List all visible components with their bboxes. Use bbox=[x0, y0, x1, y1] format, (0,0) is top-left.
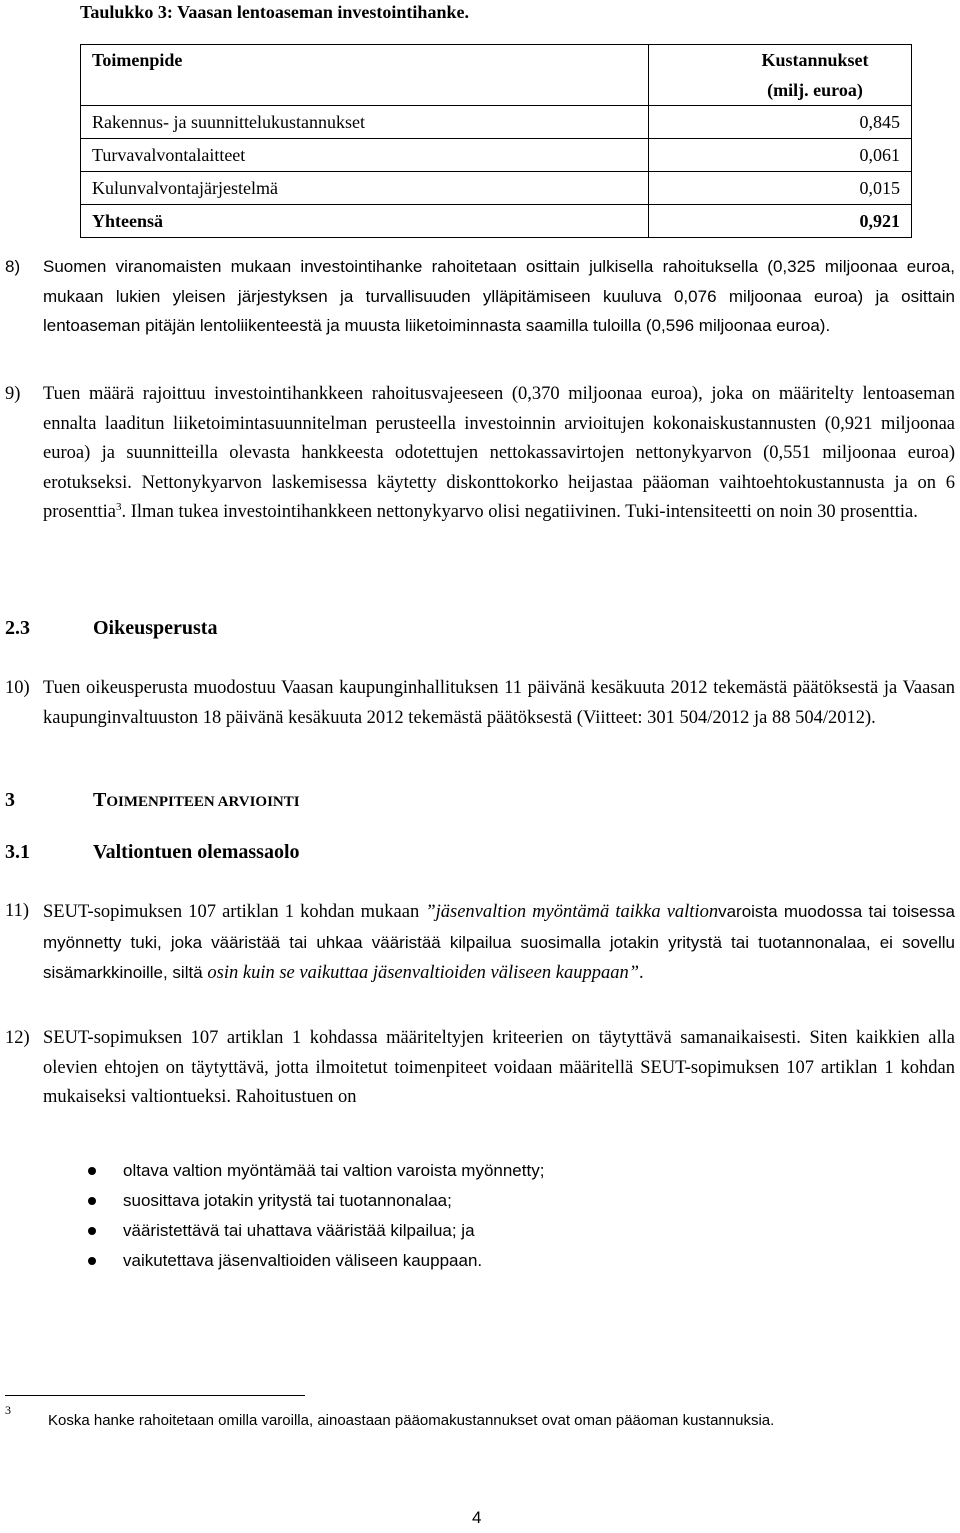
table-row bbox=[81, 106, 912, 139]
list-item-text: vaikutettava jäsenvaltioiden väliseen kauppaan. bbox=[123, 1251, 483, 1270]
paragraph-text-part: Tuen määrä rajoittuu investointihankkeen rahoitusvajeeseen (0,370 miljoonaa euroa), joka on määritelty lentoaseman ennalta laaditun liiketoimintasuunnitelman perusteella investoinnin arvioitujen kokonaiskustannusten (0,921 miljoonaa euroa) ja suunnitteilla olevasta hankkeesta odotettujen nettokassavirtojen nettonykyarvon (0,551 miljoonaa euroa) erotukseksi. Nettonykyarvon laskemisessa käytetty diskonttokorko heijastaa pääoman vaihtoehtokustannusta ja on 6 prosenttia bbox=[43, 384, 955, 523]
footnote-ref[interactable]: 3 bbox=[115, 501, 122, 514]
table-row bbox=[81, 172, 912, 205]
total-label: Yhteensä bbox=[81, 205, 649, 238]
section-number: 3 bbox=[5, 789, 15, 811]
paragraph-text-part: . Ilman tukea investointihankkeen nettonykyarvo olisi negatiivinen. Tuki-intensiteetti on noin 30 prosenttia. bbox=[121, 502, 918, 523]
header-cost: Kustannukset (milj. euroa) bbox=[649, 45, 912, 106]
paragraph-10 bbox=[5, 674, 955, 733]
row-label: Rakennus- ja suunnittelukustannukset bbox=[81, 106, 649, 139]
list-item bbox=[88, 1246, 544, 1276]
list-item-text: vääristettävä tai uhattava vääristää kilpailua; ja bbox=[123, 1221, 475, 1240]
list-item-text: oltava valtion myöntämää tai valtion varoista myönnetty; bbox=[123, 1161, 545, 1180]
bullet-icon bbox=[88, 1197, 96, 1205]
header-action: Toimenpide bbox=[81, 45, 649, 106]
section-heading-2-3 bbox=[5, 617, 405, 645]
bullet-icon bbox=[88, 1257, 96, 1265]
section-title: TOIMENPITEEN ARVIOINTI bbox=[93, 789, 300, 811]
list-item bbox=[88, 1216, 544, 1246]
paragraph-11 bbox=[5, 897, 955, 989]
list-item bbox=[88, 1186, 544, 1216]
row-label: Kulunvalvontajärjestelmä bbox=[81, 172, 649, 205]
table-caption: Taulukko 3: Vaasan lentoaseman investointihanke. bbox=[80, 2, 469, 22]
paragraph-text bbox=[43, 897, 955, 989]
paragraph-number: 8) bbox=[5, 257, 21, 276]
paragraph-text-part: varoista muodossa tai toisessa myönnetty tuki, joka vääristää tai uhkaa vääristää kilpailua suosimalla jotakin yritystä tai tuotannonalaa, ei sovellu sisämarkkinoille, siltä bbox=[43, 902, 956, 983]
list-item-text: suosittava jotakin yritystä tai tuotannonalaa; bbox=[123, 1191, 452, 1210]
bullet-icon bbox=[88, 1227, 96, 1235]
table-row bbox=[81, 139, 912, 172]
section-number: 3.1 bbox=[5, 841, 30, 863]
row-value: 0,015 bbox=[649, 172, 912, 205]
treaty-quote: osin kuin se vaikuttaa jäsenvaltioiden väliseen kauppaan” bbox=[207, 963, 639, 984]
section-heading-3 bbox=[5, 789, 505, 817]
paragraph-text bbox=[43, 380, 955, 528]
investment-table bbox=[80, 44, 912, 238]
total-value: 0,921 bbox=[649, 205, 912, 238]
paragraph-number: 10) bbox=[5, 678, 30, 698]
section-heading-3-1 bbox=[5, 841, 505, 869]
paragraph-number: 12) bbox=[5, 1028, 30, 1048]
footnote-text: Koska hanke rahoitetaan omilla varoilla, ainoastaan pääomakustannukset ovat oman pääoman kustannuksia. bbox=[48, 1412, 775, 1429]
paragraph-number: 11) bbox=[5, 901, 29, 921]
section-number: 2.3 bbox=[5, 617, 30, 639]
list-item bbox=[88, 1156, 544, 1186]
footnote-divider bbox=[5, 1395, 305, 1396]
table-total-row bbox=[81, 205, 912, 238]
page-number: 4 bbox=[472, 1508, 482, 1527]
footnote-mark: 3 bbox=[5, 1403, 11, 1417]
paragraph-text-part: SEUT-sopimuksen 107 artiklan 1 kohdan mukaan bbox=[43, 902, 426, 922]
section-title: Valtiontuen olemassaolo bbox=[93, 841, 300, 863]
paragraph-12 bbox=[5, 1024, 955, 1113]
bullet-icon bbox=[88, 1167, 96, 1175]
row-value: 0,845 bbox=[649, 106, 912, 139]
criteria-list bbox=[88, 1156, 544, 1276]
table-header-row bbox=[81, 45, 912, 106]
paragraph-text: Tuen oikeusperusta muodostuu Vaasan kaupunginhallituksen 11 päivänä kesäkuuta 2012 tekemästä päätöksestä ja Vaasan kaupunginvaltuuston 18 päivänä kesäkuuta 2012 tekemästä päätöksestä (Viitteet: 301 504/2012 ja 88 504/2012). bbox=[43, 678, 955, 728]
section-title: Oikeusperusta bbox=[93, 617, 218, 639]
row-value: 0,061 bbox=[649, 139, 912, 172]
row-label: Turvavalvontalaitteet bbox=[81, 139, 649, 172]
paragraph-8 bbox=[5, 252, 955, 341]
paragraph-text: SEUT-sopimuksen 107 artiklan 1 kohdassa määriteltyjen kriteerien on täytyttävä samanaikaisesti. Siten kaikkien alla olevien ehtojen on täytyttävä, jotta ilmoitetut toimenpiteet voidaan määritellä SEUT-sopimuksen 107 artiklan 1 kohdan mukaiseksi valtiontueksi. Rahoitustuen on bbox=[43, 1028, 955, 1108]
treaty-quote: ”jäsenvaltion myöntämä taikka valtion bbox=[425, 902, 719, 922]
paragraph-text-part: . bbox=[638, 963, 644, 984]
paragraph-text: Suomen viranomaisten mukaan investointihanke rahoitetaan osittain julkisella rahoituksella (0,325 miljoonaa euroa, mukaan lukien yleisen järjestyksen ja turvallisuuden ylläpitämiseen kuuluva 0,076 miljoonaa euroa) ja osittain lentoaseman pitäjän lentoliikenteestä ja muusta liiketoiminnasta saamilla tuloilla (0,596 miljoonaa euroa). bbox=[43, 257, 955, 336]
paragraph-number: 9) bbox=[5, 384, 21, 404]
paragraph-9 bbox=[5, 380, 955, 528]
